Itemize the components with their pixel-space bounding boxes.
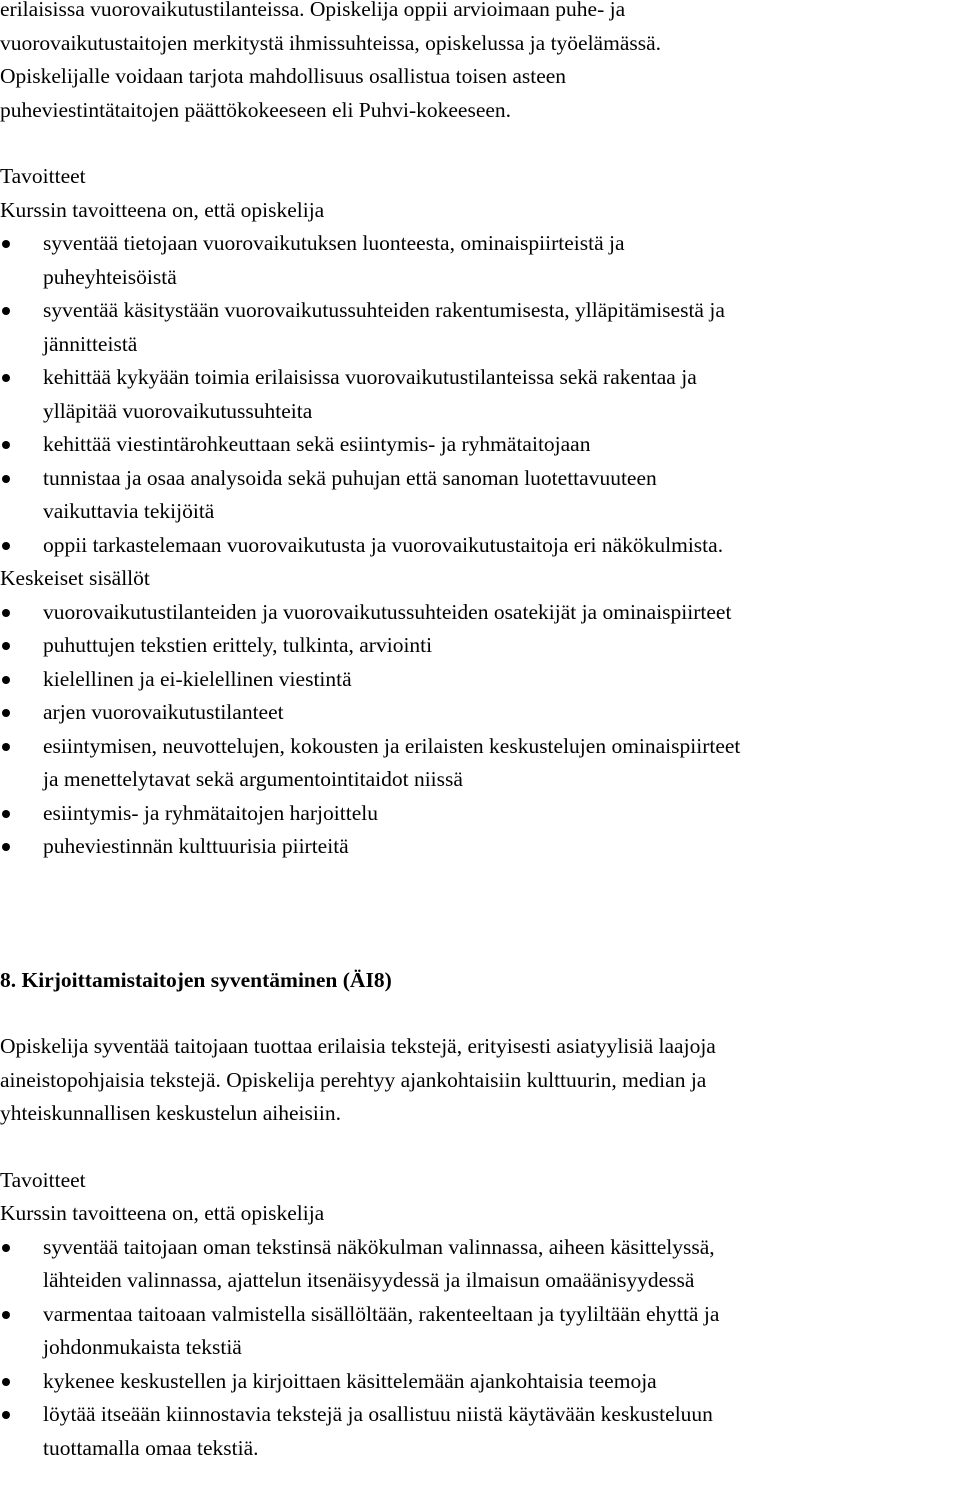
content-heading: Keskeiset sisällöt xyxy=(0,566,150,590)
list-item: kehittää viestintärohkeuttaan sekä esiintymis- ja ryhmätaitojaan xyxy=(0,428,960,462)
section-title: 8. Kirjoittamistaitojen syventäminen (ÄI8) xyxy=(0,967,392,992)
spacer xyxy=(0,997,960,1030)
goals-list xyxy=(0,227,960,562)
list-item: syventää tietojaan vuorovaikutuksen luonteesta, ominaispiirteistä ja puheyhteisöistä xyxy=(0,227,960,294)
list-item: syventää käsitystään vuorovaikutussuhteiden rakentumisesta, ylläpitämisestä ja jännitteistä xyxy=(0,294,960,361)
contents-list xyxy=(0,596,960,864)
list-item: puhuttujen tekstien erittely, tulkinta, arviointi xyxy=(0,629,960,663)
list-item: kehittää kykyään toimia erilaisissa vuorovaikutustilanteissa sekä rakentaa ja ylläpitää vuorovaikutussuhteita xyxy=(0,361,960,428)
goals-heading: Tavoitteet xyxy=(0,164,86,188)
list-item: kykenee keskustellen ja kirjoittaen käsittelemään ajankohtaisia teemoja xyxy=(0,1365,960,1399)
list-item: tunnistaa ja osaa analysoida sekä puhujan että sanoman luotettavuuteen vaikuttavia tekijöitä xyxy=(0,462,960,529)
intro-paragraph: erilaisissa vuorovaikutustilanteissa. Opiskelija oppii arvioimaan puhe- ja vuorovaikutustaitojen merkitystä ihmissuhteissa, opiskelussa ja työelämässä. Opiskelijalle voidaan tarjota mahdollisuus osallistua toisen asteen puheviestintätaitojen päättökokeeseen eli Puhvi-kokeeseen. xyxy=(0,0,662,122)
goals-list xyxy=(0,1231,960,1466)
spacer xyxy=(0,864,960,964)
list-item: varmentaa taitoaan valmistella sisällöltään, rakenteeltaan ja tyyliltään ehyttä ja johdonmukaista tekstiä xyxy=(0,1298,960,1365)
list-item: arjen vuorovaikutustilanteet xyxy=(0,696,960,730)
section-description: Opiskelija syventää taitojaan tuottaa erilaisia tekstejä, erityisesti asiatyylisiä laajoja aineistopohjaisia tekstejä. Opiskelija perehtyy ajankohtaisiin kulttuurin, median ja yhteiskunnallisen keskustelun aiheisiin. xyxy=(0,1034,716,1125)
list-item: oppii tarkastelemaan vuorovaikutusta ja vuorovaikutustaitoja eri näkökulmista. xyxy=(0,529,960,563)
goals-lead: Kurssin tavoitteena on, että opiskelija xyxy=(0,1201,325,1225)
list-item: kielellinen ja ei-kielellinen viestintä xyxy=(0,663,960,697)
list-item: syventää taitojaan oman tekstinsä näkökulman valinnassa, aiheen käsittelyssä, lähteiden valinnassa, ajattelun itsenäisyydessä ja ilmaisun omaäänisyydessä xyxy=(0,1231,960,1298)
list-item: esiintymisen, neuvottelujen, kokousten ja erilaisten keskustelujen ominaispiirteet ja menettelytavat sekä argumentointitaidot niissä xyxy=(0,730,960,797)
goals-lead: Kurssin tavoitteena on, että opiskelija xyxy=(0,197,325,222)
list-item: esiintymis- ja ryhmätaitojen harjoittelu xyxy=(0,797,960,831)
goals-heading: Tavoitteet xyxy=(0,1167,86,1192)
spacer xyxy=(0,1131,960,1164)
list-item: löytää itseään kiinnostavia tekstejä ja osallistuu niistä käytävään keskusteluun tuottamalla omaa tekstiä. xyxy=(0,1398,960,1465)
list-item: puheviestinnän kulttuurisia piirteitä xyxy=(0,830,960,864)
list-item: vuorovaikutustilanteiden ja vuorovaikutussuhteiden osatekijät ja ominaispiirteet xyxy=(0,596,960,630)
spacer xyxy=(0,127,960,160)
